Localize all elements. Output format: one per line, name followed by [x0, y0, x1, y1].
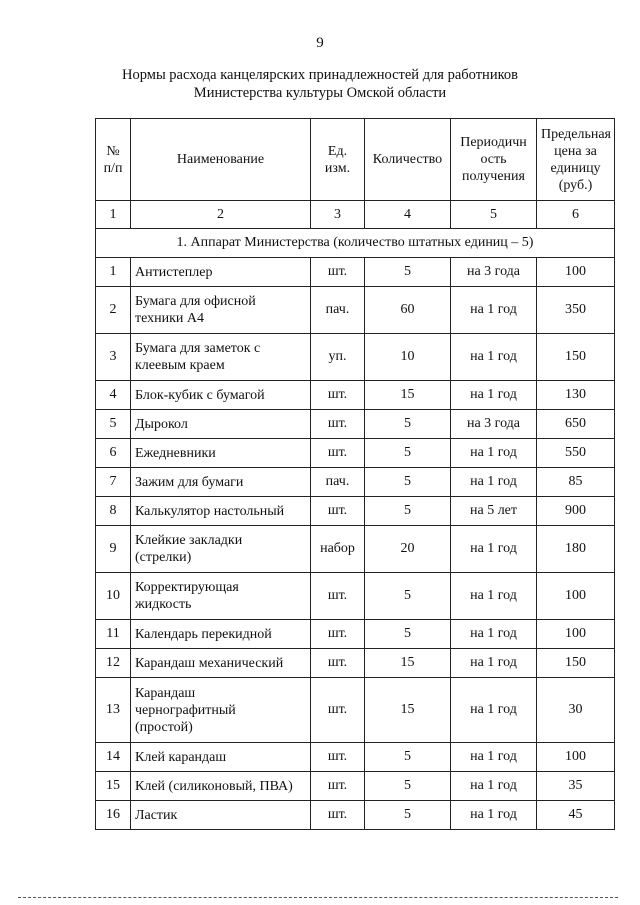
- row-name: [131, 573, 311, 620]
- row-price: 35: [537, 772, 615, 801]
- row-price: 550: [537, 439, 615, 468]
- column-number: 4: [365, 201, 451, 229]
- row-unit: шт.: [311, 772, 365, 801]
- row-quantity: 5: [365, 258, 451, 287]
- row-name-line: Ластик: [135, 807, 178, 823]
- row-name: [131, 468, 311, 497]
- row-unit: шт.: [311, 620, 365, 649]
- row-number: 3: [96, 334, 131, 381]
- row-name: [131, 743, 311, 772]
- table-row: [96, 497, 615, 526]
- row-quantity: 15: [365, 678, 451, 743]
- column-number: 2: [131, 201, 311, 229]
- row-number: 14: [96, 743, 131, 772]
- header-num-line: №: [106, 143, 120, 159]
- row-price: 150: [537, 334, 615, 381]
- header-unit-line: изм.: [324, 160, 351, 176]
- row-number: 10: [96, 573, 131, 620]
- table-row: [96, 801, 615, 830]
- row-name-line: жидкость: [135, 597, 192, 612]
- row-unit: шт.: [311, 743, 365, 772]
- row-period: на 1 год: [451, 678, 537, 743]
- row-name-line: Антистеплер: [135, 264, 213, 280]
- row-name: [131, 334, 311, 381]
- header-unit-line: Ед.: [327, 143, 348, 159]
- row-quantity: 5: [365, 772, 451, 801]
- row-number: 13: [96, 678, 131, 743]
- table-row: [96, 573, 615, 620]
- row-name-line: Клейкие закладки: [135, 533, 243, 548]
- row-name: [131, 439, 311, 468]
- row-unit: шт.: [311, 381, 365, 410]
- row-name-line: Калькулятор настольный: [135, 503, 285, 519]
- row-name: [131, 526, 311, 573]
- row-quantity: 5: [365, 439, 451, 468]
- row-name: [131, 258, 311, 287]
- header-period: [451, 119, 537, 201]
- row-name: [131, 410, 311, 439]
- row-period: на 1 год: [451, 334, 537, 381]
- title-line-1: Нормы расхода канцелярских принадлежностей для работников: [122, 67, 518, 83]
- table-body: [96, 258, 615, 830]
- row-price: 100: [537, 258, 615, 287]
- row-name: [131, 678, 311, 743]
- document-title: [0, 66, 640, 102]
- column-number: 3: [311, 201, 365, 229]
- table-row: [96, 381, 615, 410]
- header-row: [96, 119, 615, 201]
- row-unit: шт.: [311, 410, 365, 439]
- row-unit: пач.: [311, 287, 365, 334]
- row-unit: шт.: [311, 678, 365, 743]
- row-name: [131, 497, 311, 526]
- header-price-line: Предельная: [541, 126, 611, 142]
- row-number: 16: [96, 801, 131, 830]
- row-quantity: 5: [365, 801, 451, 830]
- row-price: 650: [537, 410, 615, 439]
- row-period: на 3 года: [451, 410, 537, 439]
- row-name: [131, 772, 311, 801]
- row-quantity: 5: [365, 573, 451, 620]
- row-name-line: клеевым краем: [135, 358, 225, 373]
- row-name-line: техники А4: [135, 311, 205, 326]
- row-unit: набор: [311, 526, 365, 573]
- row-number: 12: [96, 649, 131, 678]
- header-qty: Количество: [365, 119, 451, 201]
- row-name-line: (простой): [135, 719, 193, 735]
- row-quantity: 5: [365, 743, 451, 772]
- row-period: на 1 год: [451, 620, 537, 649]
- row-name-line: Карандаш механический: [135, 655, 284, 671]
- row-name-line: Клей (силиконовый, ПВА): [135, 778, 293, 794]
- row-period: на 1 год: [451, 468, 537, 497]
- row-price: 900: [537, 497, 615, 526]
- row-number: 2: [96, 287, 131, 334]
- row-unit: шт.: [311, 439, 365, 468]
- row-quantity: 20: [365, 526, 451, 573]
- header-period-line: Периодичн: [460, 135, 527, 150]
- row-name: [131, 287, 311, 334]
- row-name-line: Корректирующая: [135, 580, 239, 595]
- row-name-line: Дырокол: [135, 416, 188, 432]
- row-number: 11: [96, 620, 131, 649]
- row-number: 15: [96, 772, 131, 801]
- table-row: [96, 287, 615, 334]
- section-title: 1. Аппарат Министерства (количество штатных единиц – 5): [96, 229, 615, 258]
- row-name: [131, 649, 311, 678]
- row-period: на 3 года: [451, 258, 537, 287]
- row-number: 6: [96, 439, 131, 468]
- row-period: на 1 год: [451, 287, 537, 334]
- row-unit: шт.: [311, 573, 365, 620]
- row-name-line: Календарь перекидной: [135, 626, 272, 642]
- row-period: на 1 год: [451, 573, 537, 620]
- row-quantity: 15: [365, 381, 451, 410]
- row-name-line: Ежедневники: [135, 445, 216, 461]
- row-unit: шт.: [311, 801, 365, 830]
- row-price: 180: [537, 526, 615, 573]
- row-name: [131, 381, 311, 410]
- table-row: [96, 410, 615, 439]
- row-price: 350: [537, 287, 615, 334]
- table-row: [96, 620, 615, 649]
- row-quantity: 10: [365, 334, 451, 381]
- table-row: [96, 468, 615, 497]
- column-number-row: [96, 201, 615, 229]
- row-number: 9: [96, 526, 131, 573]
- row-name-line: Зажим для бумаги: [135, 474, 244, 490]
- section-row: [96, 229, 615, 258]
- row-name-line: Бумага для заметок с: [135, 341, 261, 356]
- header-name: Наименование: [131, 119, 311, 201]
- row-period: на 1 год: [451, 526, 537, 573]
- column-number: 1: [96, 201, 131, 229]
- page-bottom-rule: [18, 897, 618, 898]
- row-price: 30: [537, 678, 615, 743]
- row-quantity: 5: [365, 620, 451, 649]
- row-price: 100: [537, 573, 615, 620]
- row-name-line: Блок-кубик с бумагой: [135, 387, 265, 403]
- row-number: 1: [96, 258, 131, 287]
- row-period: на 1 год: [451, 439, 537, 468]
- row-quantity: 5: [365, 468, 451, 497]
- table-row: [96, 334, 615, 381]
- norms-table: [95, 118, 615, 830]
- row-number: 7: [96, 468, 131, 497]
- row-name-line: Клей карандаш: [135, 749, 227, 765]
- row-price: 100: [537, 743, 615, 772]
- table-row: [96, 526, 615, 573]
- row-price: 45: [537, 801, 615, 830]
- row-period: на 1 год: [451, 381, 537, 410]
- row-unit: уп.: [311, 334, 365, 381]
- row-period: на 5 лет: [451, 497, 537, 526]
- column-number: 5: [451, 201, 537, 229]
- row-price: 130: [537, 381, 615, 410]
- page-number: 9: [316, 35, 324, 51]
- row-quantity: 5: [365, 410, 451, 439]
- table-row: [96, 678, 615, 743]
- row-quantity: 60: [365, 287, 451, 334]
- column-number: 6: [537, 201, 615, 229]
- row-number: 5: [96, 410, 131, 439]
- row-period: на 1 год: [451, 772, 537, 801]
- table-row: [96, 439, 615, 468]
- table-row: [96, 772, 615, 801]
- title-line-2: Министерства культуры Омской области: [193, 85, 447, 101]
- header-unit: [311, 119, 365, 201]
- row-name-line: Карандаш: [135, 685, 196, 701]
- row-unit: пач.: [311, 468, 365, 497]
- header-price-line: единицу: [550, 160, 601, 176]
- row-name-line: (стрелки): [135, 550, 192, 565]
- row-price: 100: [537, 620, 615, 649]
- header-period-line: получения: [462, 169, 525, 184]
- header-price-line: цена за: [554, 143, 597, 159]
- header-period-line: ость: [480, 152, 507, 167]
- table-row: [96, 258, 615, 287]
- row-name: [131, 620, 311, 649]
- row-unit: шт.: [311, 258, 365, 287]
- row-quantity: 15: [365, 649, 451, 678]
- row-name-line: чернографитный: [135, 702, 236, 718]
- row-name: [131, 801, 311, 830]
- row-number: 4: [96, 381, 131, 410]
- header-num: [96, 119, 131, 201]
- row-unit: шт.: [311, 497, 365, 526]
- row-period: на 1 год: [451, 649, 537, 678]
- row-number: 8: [96, 497, 131, 526]
- row-price: 85: [537, 468, 615, 497]
- row-price: 150: [537, 649, 615, 678]
- table-row: [96, 649, 615, 678]
- row-period: на 1 год: [451, 801, 537, 830]
- row-unit: шт.: [311, 649, 365, 678]
- row-name-line: Бумага для офисной: [135, 294, 256, 309]
- row-period: на 1 год: [451, 743, 537, 772]
- header-price-line: (руб.): [558, 177, 593, 193]
- header-num-line: п/п: [103, 160, 123, 176]
- row-quantity: 5: [365, 497, 451, 526]
- table-row: [96, 743, 615, 772]
- header-price: [537, 119, 615, 201]
